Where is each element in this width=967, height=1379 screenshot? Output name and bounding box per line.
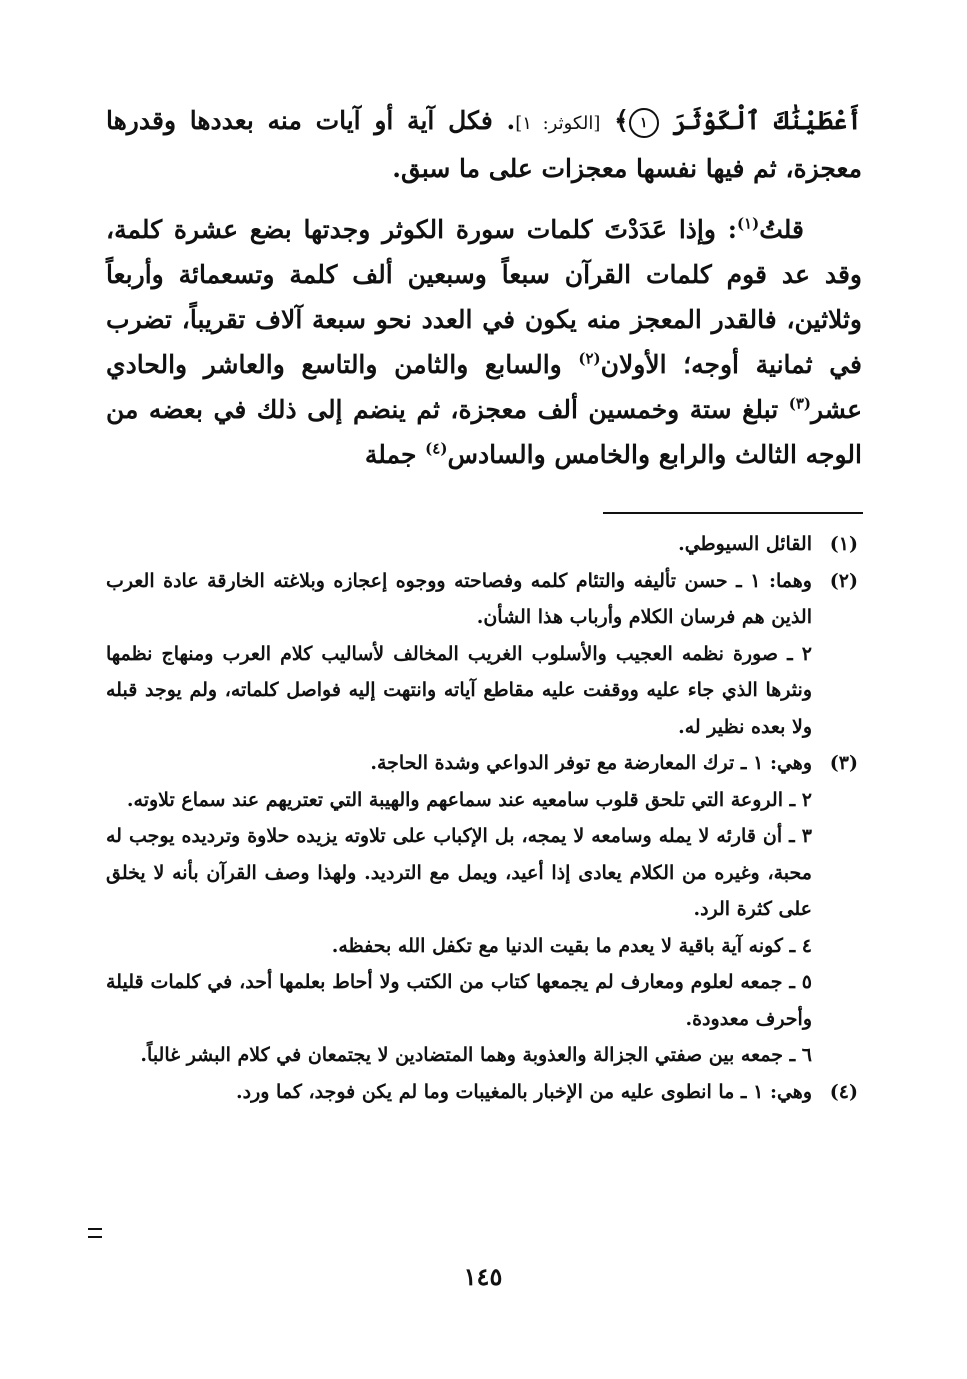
footnote-line: وهي: ١ ـ ترك المعارضة مع توفر الدواعي وشدة الحاجة. xyxy=(370,752,812,774)
footnote-line: ٣ ـ أن قارئه لا يمله وسامعه لا يمجه، بل الإكباب على تلاوته يزيده حلاوة وترديده يوجب له محبة، وغيره من الكلام يعادى إذا أعيد، ويمل مع الترديد. ولهذا وصف القرآن بأنه لا يخلق على كثرة الرد. xyxy=(106,825,812,920)
ayah-number-marker: ١ xyxy=(629,108,659,138)
footnote-number: (٤) xyxy=(829,1080,858,1103)
footnote-line: ٥ ـ جمعه لعلوم ومعارف لم يجمعها كتاب من الكتب ولا أحاط بعلمها أحد، في كلمات قليلة وأحرف معدودة. xyxy=(106,971,812,1030)
quote-brace: ﴾ xyxy=(614,106,629,135)
footnote-ref-1: (١) xyxy=(736,214,760,233)
footnote-line: القائل السيوطي. xyxy=(678,533,812,555)
paragraph-2 xyxy=(106,207,862,477)
paragraph-1-text: . فكل آية أو آيات منه بعددها وقدرها معجزة، ثم فيها نفسها معجزات على ما سبق. xyxy=(106,106,862,183)
footnote-line: وهي: ١ ـ ما انطوى عليه من الإخبار بالمغيبات وما لم يكن فوجد، كما ورد. xyxy=(236,1080,812,1103)
footnote-line: ٤ ـ كونه آية باقية لا يعدم ما بقيت الدنيا مع تكفل الله بحفظه. xyxy=(331,934,812,957)
surah-citation: [الكوثر: ١] xyxy=(515,113,601,134)
paragraph-2-seg-1: : وإذا عَدَدْتَ كلمات سورة الكوثر وجدتها بضع عشرة كلمة، وقد عد قوم كلمات القرآن سبعاً وسبعين ألف كلمة وتسعمائة وأربعاً وثلاثين، فالقدر المعجز منه يكون في العدد نحو سبعة آلاف تقريباً، تضرب في ثمانية أوجه؛ الأولان xyxy=(106,215,862,379)
footnote-ref-3: (٣) xyxy=(788,394,811,413)
footnote-number: (٣) xyxy=(829,752,858,774)
paragraph-1 xyxy=(106,98,862,191)
footnote-number: (١) xyxy=(829,533,858,555)
main-text xyxy=(106,98,862,477)
paragraph-2-seg-2: والسابع والثامن والتاسع والعاشر والحادي عشر xyxy=(106,350,862,424)
footnote-separator xyxy=(603,512,863,514)
paragraph-2-seg-3: تبلغ ستة وخمسين ألف معجزة، ثم ينضم إلى ذلك في بعضه من الوجه الثالث والرابع والخامس والسادس xyxy=(106,395,862,469)
footnote-ref-2: (٢) xyxy=(578,349,601,368)
footnote-ref-4: (٤) xyxy=(425,439,448,458)
footnote-line: ٦ ـ جمعه بين صفتي الجزالة والعذوبة وهما المتضادين لا يجتمعان في كلام البشر غالباً. xyxy=(140,1044,812,1066)
footnote-line: ٢ ـ صورة نظمه العجيب والأسلوب الغريب المخالف لأساليب كلام العرب ومنهاج نظمها ونثرها الذي جاء عليه ووقفت عليه مقاطع آياته وانتهت إليه فواصل كلماته، ولم يوجد قبله ولا بعده نظير له. xyxy=(106,642,812,738)
paragraph-2-seg-4: جملة xyxy=(364,440,426,469)
page-number: ١٤٥ xyxy=(463,1262,503,1291)
paragraph-2-lead: قلتُ xyxy=(759,215,804,244)
footnote-number: (٢) xyxy=(829,569,858,592)
quran-quote: أَعْطَيْنَٰكَ ٱلْكَوْثَرَ xyxy=(672,106,862,135)
footnote-1 xyxy=(106,526,858,563)
footnote-4 xyxy=(106,1074,858,1111)
footnote-3 xyxy=(106,745,858,1074)
continuation-mark xyxy=(88,1228,102,1238)
footnote-2 xyxy=(106,563,858,746)
footnote-line: ٢ ـ الروعة التي تلحق قلوب سامعيه عند سماعهم والهيبة التي تعتريهم عند سماع تلاوته. xyxy=(126,788,812,811)
footnotes xyxy=(106,526,858,1110)
footnote-line: وهما: ١ ـ حسن تأليفه والتئام كلمه وفصاحته ووجوه إعجازه وبلاغته الخارقة عادة العرب الذين هم فرسان الكلام وأرباب هذا الشأن. xyxy=(106,569,812,628)
